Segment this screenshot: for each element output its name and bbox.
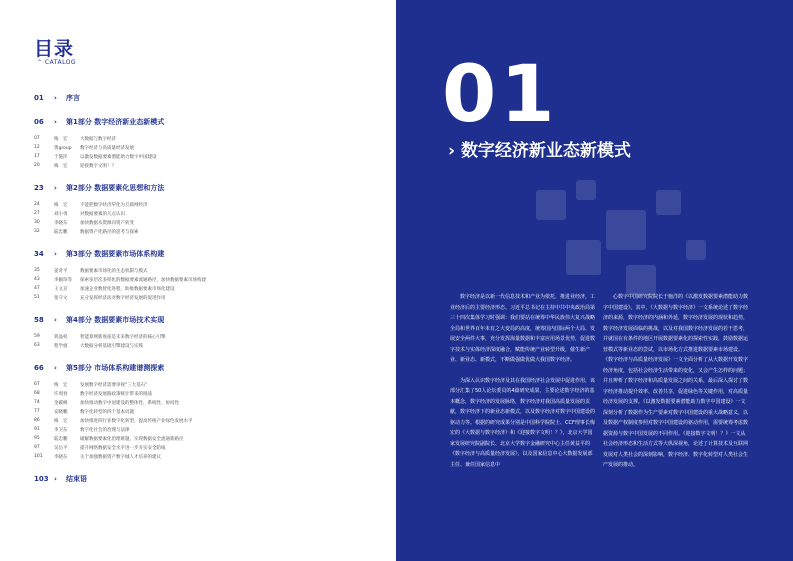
paragraph: 为深入认识数字经济及其在我国经济社会发展中促进作用，该部分汇集了50人论坛委员的4篇研究成果，主要论述数字经济的基本概念，数字经济的发展脉络，数字经济对我国高质量发展的贡献，数字经济下的新业态新模式，以及数字经济对数字中国建设的驱动力等。根据的研究成果分别是中国科学院院士、CCF理事长梅宏的《大数据与数字经济》和《迎接数字文明！？》，北京大学国家发展研究院副院长、北京大学数字金融研究中心主任黄益平的《数字经济与高质量经济发展》，以及国家信息中心大数据发展部主任、兼任国家信息中 — [450, 377, 596, 468]
toc-entry-title: 大数据分析基础引擎建设与实践 — [80, 343, 143, 349]
toc-entry-author: 黄group — [54, 145, 72, 151]
toc-entry-title: 数据资产化路径的思考与探索 — [80, 229, 139, 235]
toc-entry-page: 95 — [34, 436, 40, 441]
toc-entry-page: 07 — [34, 136, 40, 141]
page-title: 目录 — [34, 38, 75, 60]
toc-entry[interactable] — [34, 209, 374, 218]
toc-entry-title: 探索多层次多样化的数据要素流通路径，加快数据要素市场构建 — [80, 277, 206, 283]
toc-entry-author: 金碳峰 — [54, 400, 68, 406]
toc-entry[interactable] — [34, 200, 374, 209]
toc-entry[interactable] — [34, 161, 374, 170]
toc-section[interactable] — [34, 92, 374, 104]
toc-entry[interactable] — [34, 275, 374, 284]
toc-entry[interactable] — [34, 443, 374, 452]
chevron-right-icon: › — [54, 250, 57, 258]
toc-section[interactable] — [34, 473, 374, 485]
toc-entry-page: 30 — [34, 220, 40, 225]
chevron-right-icon: › — [54, 184, 57, 192]
toc-entry-page: 77 — [34, 409, 40, 414]
toc-entry[interactable] — [34, 389, 374, 398]
toc-entry-author: 李晓东 — [54, 454, 68, 460]
toc-entry-title: 以激发数据要素潜能助力数字中国建设 — [80, 154, 157, 160]
chevron-right-icon: › — [54, 94, 57, 102]
toc-entry[interactable] — [34, 218, 374, 227]
toc-page — [0, 0, 396, 561]
toc-entry-page: 51 — [34, 295, 40, 300]
toc-entry-title: 迎接数字文明！？ — [80, 163, 116, 169]
toc-entry[interactable] — [34, 416, 374, 425]
toc-entry-page: 47 — [34, 286, 40, 291]
toc-entry[interactable] — [34, 434, 374, 443]
toc-entry[interactable] — [34, 341, 374, 350]
toc-entry-page: 24 — [34, 202, 40, 207]
toc-section-page: 66 — [34, 364, 44, 372]
toc-section-title: 第3部分 数据要素市场体系构建 — [66, 250, 165, 258]
toc-section[interactable] — [34, 248, 374, 260]
toc-entry[interactable] — [34, 407, 374, 416]
toc-section-page: 34 — [34, 250, 44, 258]
toc-section-page: 01 — [34, 94, 44, 102]
toc-entry[interactable] — [34, 293, 374, 302]
toc-section-page: 103 — [34, 475, 49, 483]
toc-section-title: 第5部分 市场体系构建谱测探索 — [66, 364, 165, 372]
toc-entry-author: 陆忠鹏 — [54, 436, 68, 442]
toc-entry-author: 李颖珍等 — [54, 277, 72, 283]
toc-entry-page: 43 — [34, 277, 40, 282]
toc-entry-title: 发展数字经济需要审视"三大基石" — [80, 382, 148, 388]
toc-entry-author: 程学旗 — [54, 343, 68, 349]
toc-section[interactable] — [34, 116, 374, 128]
toc-section-title: 第4部分 数据要素市场技术实现 — [66, 316, 165, 324]
toc-entry-page: 91 — [34, 427, 40, 432]
body-column-2 — [603, 292, 748, 481]
toc-entry-author: 王文京 — [54, 286, 68, 292]
toc-entry-page: 86 — [34, 418, 40, 423]
toc-entry-title: 大数据与数字经济 — [80, 136, 116, 142]
toc-section[interactable] — [34, 362, 374, 374]
toc-entry-title: 加快推进四行业数字化转型，提高传统产业绿色发展水平 — [80, 418, 193, 424]
paragraph: 数字经济是以新一代信息技术和产业为依托，推进业经济，工业经济后的主要经济形态。习近平总书记在主持中共中央政治局第三十四次集体学习时强调：我们要站在统筹中华民族伟大复兴战略全局和世界百年未有之大变局的高度，统筹国内国际两个大局、发展安全两件大事，充分发挥海量数据和丰富应用场景优势，促进数字技术与实体经济深度融合，赋能传统产业转型升级，催生新产业、新业态、新模式，不断做强做优做大我国数字经济。 — [450, 294, 596, 363]
toc-entry-author: 于施洋 — [54, 154, 68, 160]
table-of-contents — [34, 92, 374, 485]
chevron-right-icon: › — [54, 118, 57, 126]
toc-entry-page: 63 — [34, 343, 40, 348]
toc-entry-page: 35 — [34, 268, 40, 273]
toc-entry[interactable] — [34, 227, 374, 236]
toc-entry-title: 数字经济发展路政策统计带来的挑战 — [80, 391, 152, 397]
chapter-title: › 数字经济新业态新模式 — [448, 141, 631, 161]
toc-entry[interactable] — [34, 266, 374, 275]
toc-entry-title: 数据要素市场化的生态机制与模式 — [80, 268, 148, 274]
toc-entry-author: 梅 宏 — [54, 163, 68, 169]
toc-entry-title: 数字经济与高质量经济发展 — [80, 145, 134, 151]
toc-entry-author: 李卫东 — [54, 427, 68, 433]
toc-section[interactable] — [34, 314, 374, 326]
toc-entry[interactable] — [34, 152, 374, 161]
toc-entry-title: 不能把数字经济窄化为互联网经济 — [80, 202, 148, 208]
toc-entry-page: 68 — [34, 391, 40, 396]
toc-entry-title: 数字化社会的治理与法律 — [80, 427, 130, 433]
toc-entry-author: 姜奇平 — [54, 268, 68, 274]
toc-entry-title: 对数据要素的几点认识 — [80, 211, 125, 217]
toc-entry[interactable] — [34, 425, 374, 434]
toc-section-page: 58 — [34, 316, 44, 324]
toc-section-page: 23 — [34, 184, 44, 192]
toc-section[interactable] — [34, 182, 374, 194]
chevron-right-icon: › — [54, 475, 57, 483]
toc-entry-title: 加快数据从资源向资产转变 — [80, 220, 134, 226]
toc-entry-author: 梅 宏 — [54, 418, 68, 424]
toc-entry-page: 17 — [34, 154, 40, 159]
toc-entry-author: 张守文 — [54, 295, 68, 301]
toc-section-title: 第1部分 数字经济新业态新模式 — [66, 118, 165, 126]
toc-entry-author: 吴岳平 — [54, 445, 68, 451]
toc-entry-author: 陆忠鹏 — [54, 229, 68, 235]
toc-entry-author: 许周春 — [54, 391, 68, 397]
toc-entry-page: 97 — [34, 445, 40, 450]
toc-entry-page: 32 — [34, 229, 40, 234]
toc-entry-page: 20 — [34, 163, 40, 168]
toc-entry-author: 梅 宏 — [54, 136, 68, 142]
toc-entry[interactable] — [34, 332, 374, 341]
chevron-right-icon: › — [54, 316, 57, 324]
toc-entry-title: 加速企业数智化进程，助推数据要素市场化建设 — [80, 286, 175, 292]
toc-entry-author: 蒋晶权 — [54, 334, 68, 340]
body-column-1 — [450, 292, 595, 480]
toc-entry-author: 梅 宏 — [54, 382, 68, 388]
chapter-title-text: 数字经济新业态新模式 — [460, 141, 631, 161]
toc-entry-title: 关于加强数据资产数字城人才培养的建议 — [80, 454, 161, 460]
catalog-label: ⌃ CATALOG — [37, 59, 77, 66]
toc-entry-author: 刘小勇 — [54, 211, 68, 217]
toc-entry-page: 12 — [34, 145, 40, 150]
toc-entry[interactable] — [34, 143, 374, 152]
toc-entry-title: 充分发挥经济法对数字经济发展的促进作用 — [80, 295, 166, 301]
toc-entry[interactable] — [34, 452, 374, 461]
toc-entry-page: 67 — [34, 382, 40, 387]
toc-entry-author: 安晓鹏 — [54, 409, 68, 415]
toc-entry-title: 提升网络数据安全水平进一步夯实安全防线 — [80, 445, 166, 451]
toc-entry-author: 梅 宏 — [54, 202, 68, 208]
toc-entry[interactable] — [34, 380, 374, 389]
toc-entry-title: 数字化转型的四个基本问题 — [80, 409, 134, 415]
toc-entry-page: 74 — [34, 400, 40, 405]
toc-entry[interactable] — [34, 398, 374, 407]
toc-entry[interactable] — [34, 134, 374, 143]
toc-section-title: 结束语 — [66, 475, 87, 483]
toc-entry-page: 59 — [34, 334, 40, 339]
chapter-number: 01 — [442, 50, 559, 140]
toc-entry-author: 李晓东 — [54, 220, 68, 226]
toc-entry-page: 27 — [34, 211, 40, 216]
chapter-page — [396, 0, 793, 561]
toc-entry-title: 破解数据要素化治理难题，实现数据安全流通新路径 — [80, 436, 184, 442]
toc-entry-page: 101 — [34, 454, 43, 459]
toc-section-page: 06 — [34, 118, 44, 126]
toc-entry[interactable] — [34, 284, 374, 293]
toc-entry-title: 智能算网新底座是未来数字经济的核心引擎 — [80, 334, 166, 340]
chevron-right-icon: › — [54, 364, 57, 372]
toc-section-title: 第2部分 数据要素化思想和方法 — [66, 184, 165, 192]
paragraph: 心数字中国研究院院长于施洋的《以激发数据要素潜能助力数字中国建设》。其中，《大数据与数字经济》一文系统论述了数字经济的来源，数字经济的内涵和外延，数字经济发展的现状和趋势，数字经济发展面临的挑战，以及对我国数字经济发展的若干思考，并就国在有条件的地区开展数据要素化的探索性实践，鼓励数据运营模式等新业态的尝试，以市场化方式推进数据要素市场建设。《数字经济与高质量经济发展》一文全面分析了从大数据开发数字经济角度，包括社会经济生活带来的变化，又会产生怎样的问题；并且辨析了数字经济和高质量发展之间的关系，最后深入探讨了数字经济推动提升效率、改善共享，促进绿色等关键作用，对高质量经济发展的支撑。《以激发数据要素潜能助力数字中国建设》一文深刻分析了数据作为生产要素对数字中国建设的重大战略意义，以及数据产权制度参照对数字中国建设的驱动作用，需要统筹考虑数据资源与数字中国发展的不同作用。《迎接数字文明！？》一文从社会经济形态和生活方式等大纵深视角，论述了计算技术及互联网发展对人类社会的深刻影响，数字经济、数字化转型对人类社会生产发展的推动。 — [603, 294, 749, 468]
toc-section-title: 序言 — [66, 94, 80, 102]
toc-entry-title: 加快推动数字中国建设的整体性、系统性、协同性 — [80, 400, 179, 406]
